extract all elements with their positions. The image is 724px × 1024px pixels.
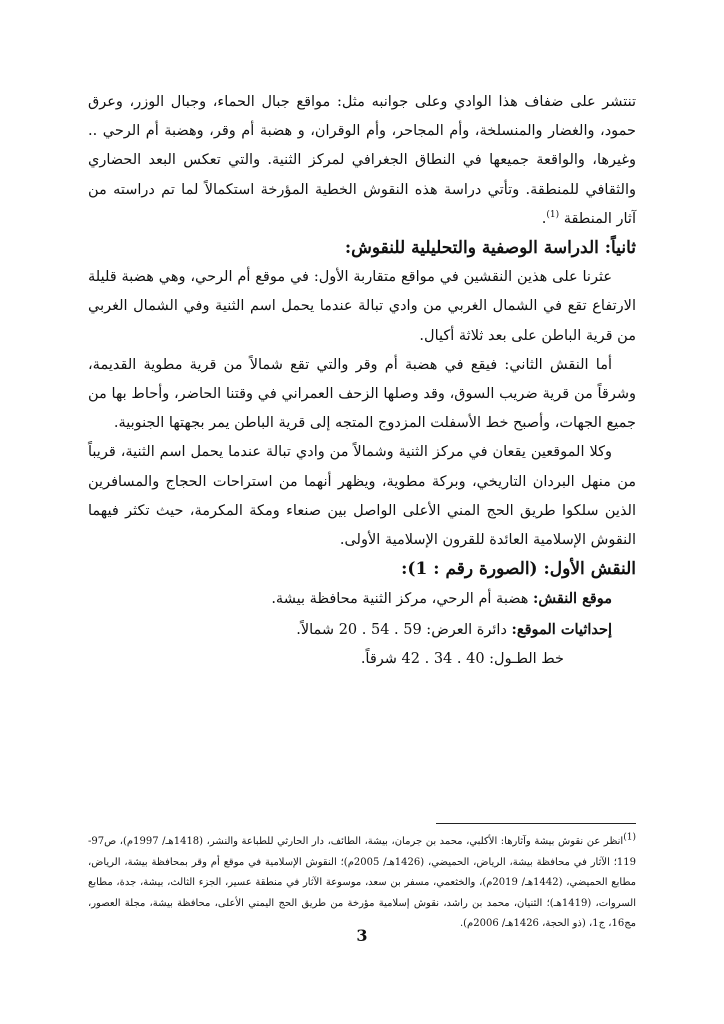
footnote-1-ref: (1) [623,832,636,843]
paragraph-3: أما النقش الثاني: فيقع في هضبة أم وقر والتي تقع شمالاً من قرية مطوية القديمة، وشرقاً من قرية ضريب السوق، وقد وصلها الزحف العمراني في وقتنا الحاضر، وأحاط بها من جميع الجهات، وأصبح خط الأسفلت المزدوج المتجه إلى قرية الباطن يمر بجهتها الجنوبية. [88,356,636,432]
paragraph-1-text: تنتشر على ضفاف هذا الوادي وعلى جوانبه مثل: مواقع جبال الحماء، وجبال الوزر، وعرق حمود، والغضار والمنسلخة، وأم المجاحر، وأم الوقران، و هضبة أم وقر، وهضبة أم الرحي .. وغيرها، والواقعة جميعها في النطاق الجغرافي لمركز الثنية. والتي تعكس البعد الحضاري والثقافي للمنطقة. وتأتي دراسة هذه النقوش الخطية المؤرخة استكمالاً لما تم دراسته من آثار المنطقة [88,94,636,227]
paragraph-1: تنتشر على ضفاف هذا الوادي وعلى جوانبه مثل: مواقع جبال الحماء، وجبال الوزر، وعرق حمود، والغضار والمنسلخة، وأم المجاحر، وأم الوقران، و هضبة أم وقر، وهضبة أم الرحي .. وغيرها، والواقعة جميعها في النطاق الجغرافي لمركز الثنية. والتي تعكس البعد الحضاري والثقافي للمنطقة. وتأتي دراسة هذه النقوش الخطية المؤرخة استكمالاً لما تم دراسته من آثار المنطقة $^{(1)}$. [88,94,636,227]
footnote-divider [436,823,636,824]
paragraph-4: وكلا الموقعين يقعان في مركز الثنية وشمالاً من وادي تبالة عندما يحمل اسم الثنية، قريباً من منهل البردان التاريخي، وبركة مطوية، ويظهر أنهما من استراحات الحجاج والمسافرين الذين سلكوا طريق الحج المني الأعلى الواصل بين صنعاء ومكة المكرمة، حيث تكثر فيهما النقوش الإسلامية العائدة للقرون الإسلامية الأولى. [88,444,636,549]
body-text [88,88,636,674]
coords-label: إحداثيات الموقع: [511,620,612,638]
footnote-1-text: انظر عن نقوش بيشة وآثارها: الأكلبي، محمد بن جرمان، بيشة، الطائف، دار الحارثي للطباعة والنشر، (1418هـ/ 1997م)، ص97- 119؛ الآثار في محافظة بيشة، الرياض، الحميضي، (1426هـ/ 2005م)؛ النقوش الإسلامية في موقع أم وقر بمحافظة بيشة، الرياض، مطابع الحميضي، (1442هـ/ 2019م)، والخثعمي، مسفر بن سعد، موسوعة الآثار في منطقة عسير، الجزء الثالث، بيشة، جدة، مطابع السروات، (1419هـ)؛ الثنيان، محمد بن راشد، نقوش إسلامية مؤرخة من طريق الحج اليمني الأعلى، محافظة بيشة، مجلة العصور، مج16، ج1، (ذو الحجة، 1426هـ/ 2006م). [88,836,637,929]
footnote-ref-1: (1) [546,209,560,220]
site-label: موقع النقش: [533,590,612,608]
document-page [88,0,636,1024]
site-line [88,584,612,614]
footnote-1 [88,832,636,935]
page-number: 3 [356,926,368,945]
coords-line [88,615,612,645]
longitude-line: خط الطـول: 40 . 34 . 42 شرقاً. [360,650,564,667]
footnotes [88,832,636,935]
latitude-text: دائرة العرض: 59 . 54 . 20 شمالاً. [296,621,507,638]
paragraph-2: عثرنا على هذين النقشين في مواقع متقاربة الأول: في موقع أم الرحي، وهي هضبة قليلة الارتفاع تقع في الشمال الغربي من وادي تبالة عندما يحمل اسم الثنية وفي الشمال الغربي من قرية الباطن على بعد ثلاثة أكيال. [88,269,636,344]
inscription-1-details [88,584,636,674]
inscription-1-heading: النقش الأول: (الصورة رقم : 1): [401,559,636,580]
site-value: هضبة أم الرحي، مركز الثنية محافظة بيشة. [271,591,529,608]
section-2-heading: ثانياً: الدراسة الوصفية والتحليلية للنقوش: [344,238,636,259]
